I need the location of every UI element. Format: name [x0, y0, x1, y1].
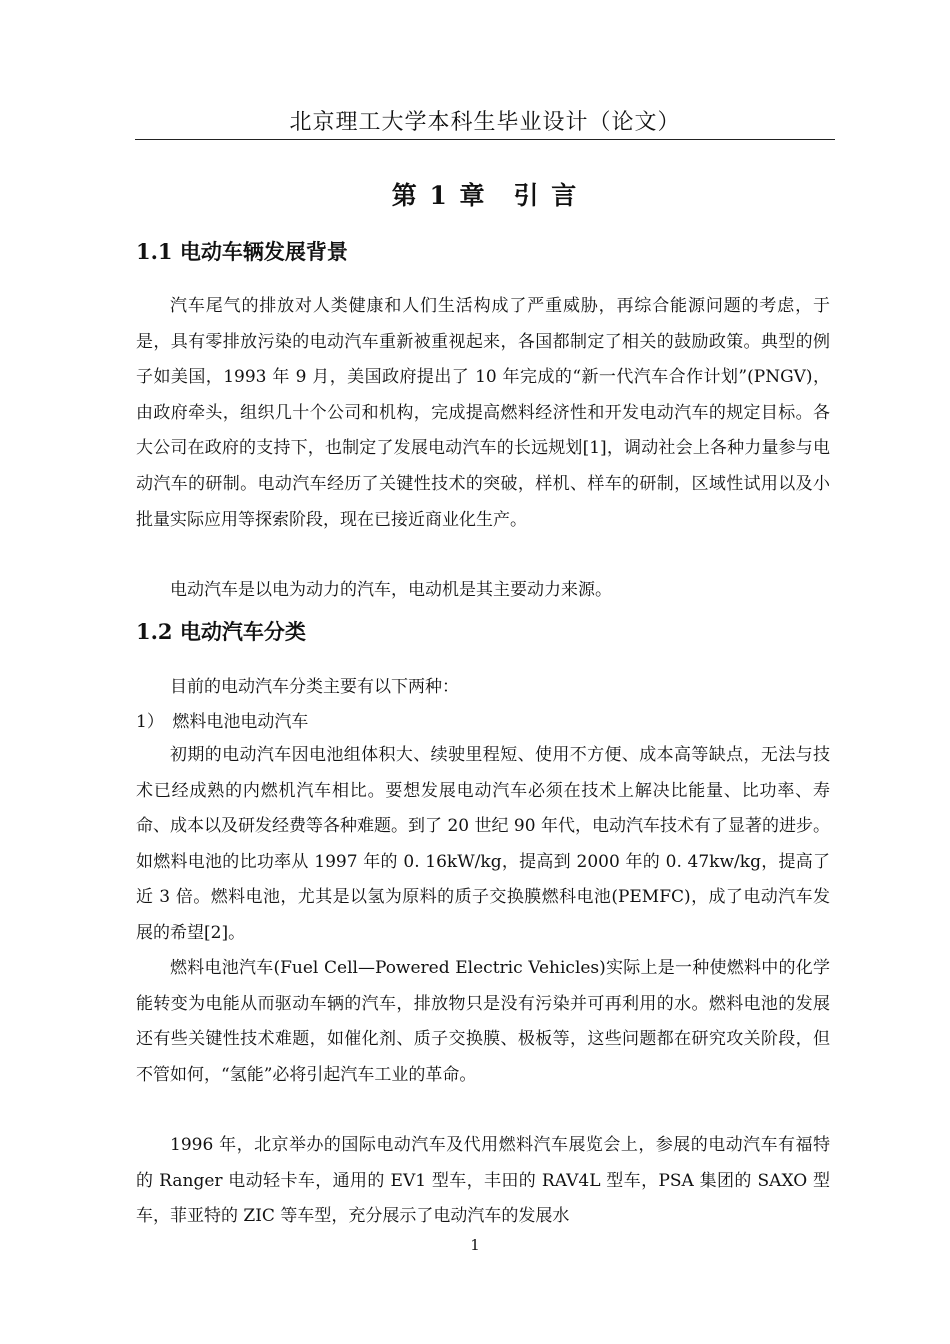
paragraph-1996-exhibition: 1996 年，北京举办的国际电动汽车及代用燃料汽车展览会上，参展的电动汽车有福特的 Ranger 电动轻卡车，通用的 EV1 型车，丰田的 RAV4L 型车，PSA 集团的 SAXO 型车，菲亚特的 ZIC 等车型，充分展示了电动汽车的发展水 [136, 1135, 830, 1227]
list-item-fuel-cell: 1） 燃料电池电动汽车 [136, 712, 309, 732]
paragraph-early-ev: 初期的电动汽车因电池组体积大、续驶里程短、使用不方便、成本高等缺点，无法与技术已经成熟的内燃机汽车相比。要想发展电动汽车必须在技术上解决比能量、比功率、寿命、成本以及研发经费等各种难题。到了 20 世纪 90 年代，电动汽车技术有了显著的进步。如燃料电池的比功率从 1997 年的 0. 16kW/kg，提高到 2000 年的 0. 47kw/kg，提高了近 3 倍。燃料电池，尤其是以氢为原料的质子交换膜燃科电池(PEMFC)，成了电动汽车发展的希望[2]。 [136, 745, 830, 943]
page-header-title: 北京理工大学本科生毕业设计（论文） [289, 110, 681, 135]
header-rule [135, 139, 835, 140]
section-heading-1-1: 1.1 电动车辆发展背景 [136, 239, 348, 264]
page-number: 1 [470, 1236, 480, 1254]
paragraph-fuel-cell-vehicle: 燃料电池汽车(Fuel Cell—Powered Electric Vehicles)实际上是一种使燃料中的化学能转变为电能从而驱动车辆的汽车，排放物只是没有污染并可再利用的水。燃料电池的发展还有些关键性技术难题，如催化剂、质子交换膜、极板等，这些问题都在研究攻关阶段，但不管如何，“氢能”必将引起汽车工业的革命。 [136, 958, 830, 1085]
section-heading-1-2: 1.2 电动汽车分类 [136, 619, 306, 644]
chapter-title: 第 1 章 引 言 [391, 181, 579, 210]
paragraph-classification-intro: 目前的电动汽车分类主要有以下两种： [170, 677, 459, 697]
paragraph-definition: 电动汽车是以电为动力的汽车，电动机是其主要动力来源。 [170, 580, 612, 600]
paragraph-background: 汽车尾气的排放对人类健康和人们生活构成了严重威胁，再综合能源问题的考虑，于是，具有零排放污染的电动汽车重新被重视起来，各国都制定了相关的鼓励政策。典型的例子如美国，1993 年 9 月，美国政府提出了 10 年完成的“新一代汽车合作计划”(PNGV)，由政府牵头，组织几十个公司和机构，完成提高燃料经济性和开发电动汽车的规定目标。各大公司在政府的支持下，也制定了发展电动汽车的长远规划[1]，调动社会上各种力量参与电动汽车的研制。电动汽车经历了关键性技术的突破，样机、样车的研制，区域性试用以及小批量实际应用等探索阶段，现在已接近商业化生产。 [136, 296, 830, 530]
